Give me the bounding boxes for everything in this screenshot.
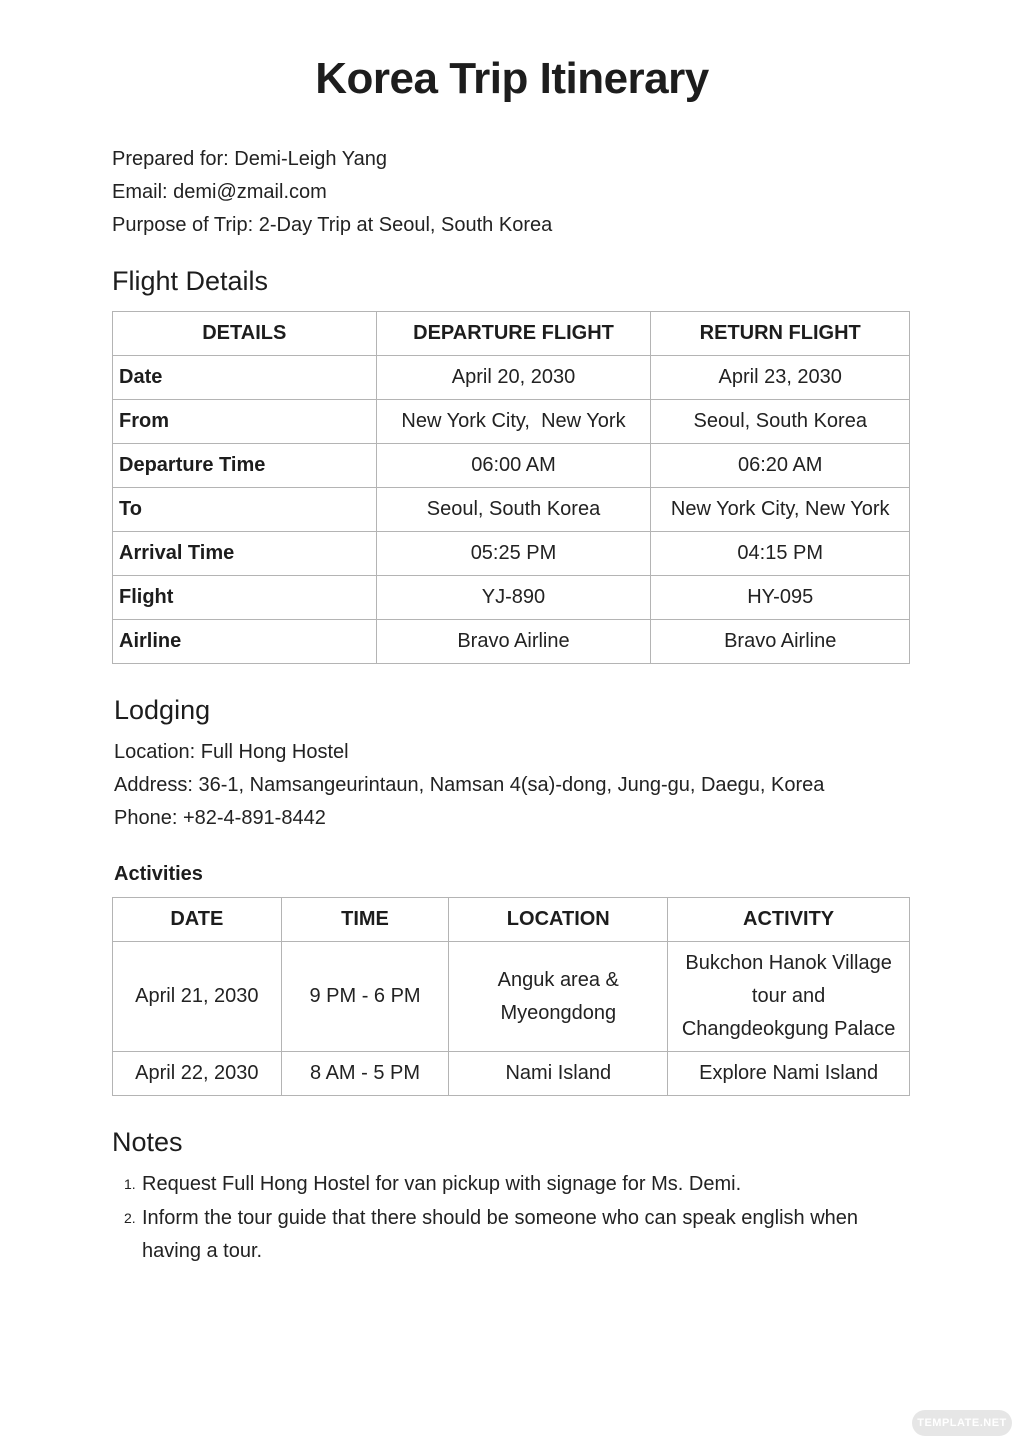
table-cell: Bukchon Hanok Village tour and Changdeokgung Palace	[668, 942, 910, 1052]
notes-heading: Notes	[112, 1127, 183, 1157]
lodging-phone: Phone: +82-4-891-8442	[114, 807, 326, 829]
page-title: Korea Trip Itinerary	[315, 54, 709, 103]
table-cell: HY-095	[651, 576, 910, 620]
activities-heading: Activities	[114, 863, 203, 885]
table-cell: Nami Island	[449, 1052, 668, 1096]
table-row	[113, 1052, 910, 1096]
table-cell: YJ-890	[376, 576, 651, 620]
table-cell: April 20, 2030	[376, 356, 651, 400]
row-label: Departure Time	[113, 444, 377, 488]
note-text: Inform the tour guide that there should be someone who can speak english when having a tour.	[142, 1207, 859, 1262]
email: Email: demi@zmail.com	[112, 181, 327, 203]
table-cell: April 21, 2030	[113, 942, 282, 1052]
table-header-row	[113, 898, 910, 942]
table-cell: 05:25 PM	[376, 532, 651, 576]
note-text: Request Full Hong Hostel for van pickup with signage for Ms. Demi.	[142, 1173, 742, 1195]
list-number: 2.	[124, 1210, 136, 1226]
table-cell: 9 PM - 6 PM	[281, 942, 449, 1052]
table-row	[113, 488, 910, 532]
lodging-heading: Lodging	[114, 695, 211, 725]
prepared-for: Prepared for: Demi-Leigh Yang	[112, 148, 387, 170]
list-number: 1.	[124, 1176, 136, 1192]
table-cell: New York City, New York	[651, 488, 910, 532]
table-cell: Bravo Airline	[376, 620, 651, 664]
column-header: TIME	[281, 898, 449, 942]
table-cell: Anguk area & Myeongdong	[449, 942, 668, 1052]
lodging-info	[114, 736, 824, 835]
trip-purpose: Purpose of Trip: 2-Day Trip at Seoul, South Korea	[112, 214, 553, 236]
row-label: Airline	[113, 620, 377, 664]
table-cell: 04:15 PM	[651, 532, 910, 576]
lodging-address: Address: 36-1, Namsangeurintaun, Namsan 4(sa)-dong, Jung-gu, Daegu, Korea	[114, 774, 825, 796]
table-row	[113, 576, 910, 620]
column-header: DEPARTURE FLIGHT	[376, 312, 651, 356]
row-label: To	[113, 488, 377, 532]
row-label: From	[113, 400, 377, 444]
column-header: RETURN FLIGHT	[651, 312, 910, 356]
column-header: LOCATION	[449, 898, 668, 942]
notes-list	[112, 1168, 912, 1269]
list-item	[112, 1202, 912, 1268]
table-row	[113, 942, 910, 1052]
table-row	[113, 532, 910, 576]
activities-table	[112, 897, 910, 1096]
column-header: DETAILS	[113, 312, 377, 356]
column-header: DATE	[113, 898, 282, 942]
row-label: Arrival Time	[113, 532, 377, 576]
table-cell: Bravo Airline	[651, 620, 910, 664]
trip-info	[112, 143, 552, 242]
table-cell: Seoul, South Korea	[651, 400, 910, 444]
table-cell: New York City, New York	[376, 400, 651, 444]
table-row	[113, 620, 910, 664]
table-cell: Explore Nami Island	[668, 1052, 910, 1096]
table-cell: 06:20 AM	[651, 444, 910, 488]
column-header: ACTIVITY	[668, 898, 910, 942]
table-cell: April 22, 2030	[113, 1052, 282, 1096]
table-cell: 06:00 AM	[376, 444, 651, 488]
table-row	[113, 400, 910, 444]
flight-details-table	[112, 311, 910, 664]
flight-details-heading: Flight Details	[112, 266, 269, 296]
table-cell: Seoul, South Korea	[376, 488, 651, 532]
table-header-row	[113, 312, 910, 356]
row-label: Date	[113, 356, 377, 400]
watermark-logo: TEMPLATE.NET	[912, 1410, 1012, 1436]
table-cell: April 23, 2030	[651, 356, 910, 400]
row-label: Flight	[113, 576, 377, 620]
table-row	[113, 356, 910, 400]
table-row	[113, 444, 910, 488]
table-cell: 8 AM - 5 PM	[281, 1052, 449, 1096]
list-item	[112, 1168, 912, 1201]
lodging-location: Location: Full Hong Hostel	[114, 741, 349, 763]
